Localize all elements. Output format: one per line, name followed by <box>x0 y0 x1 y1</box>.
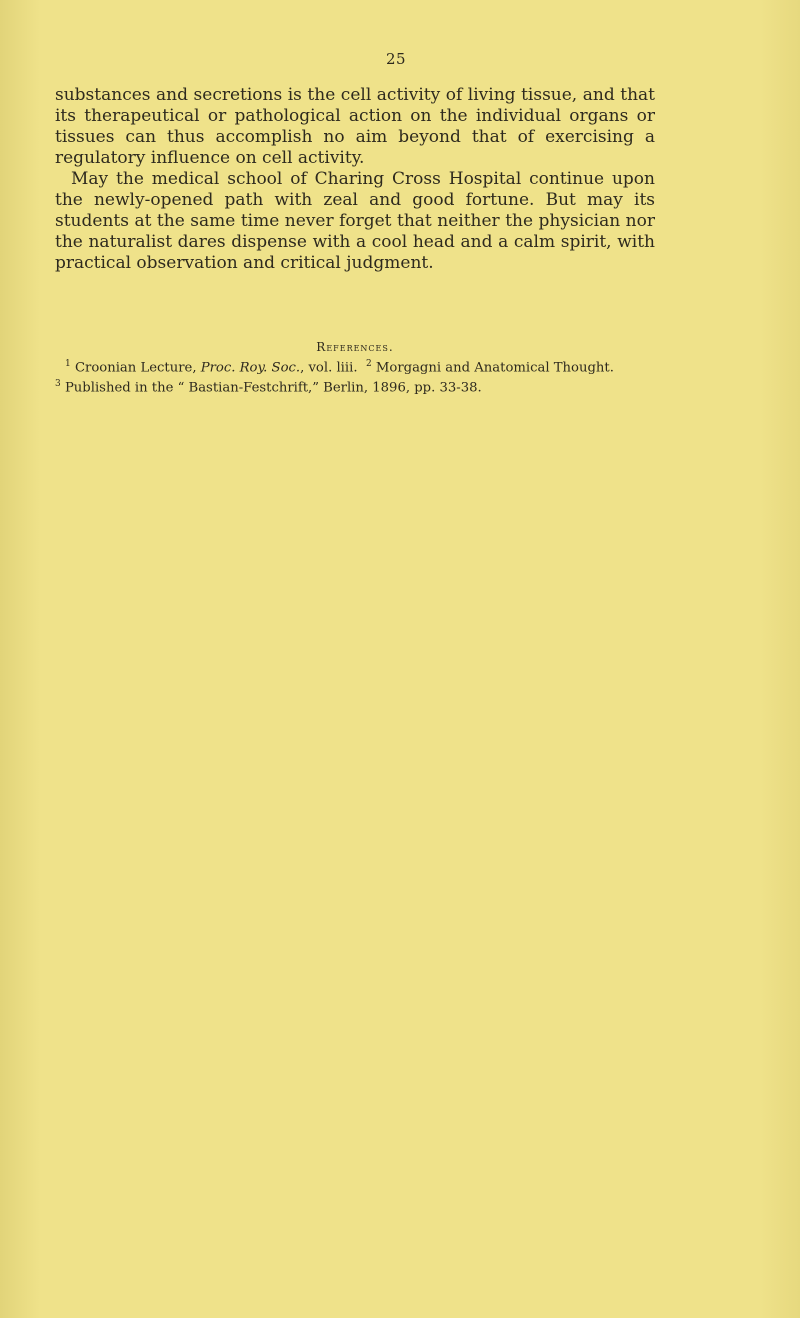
reference-1-prefix: Croonian Lecture, <box>74 360 201 376</box>
reference-3-text: Published in the “ Bastian-Festchrift,” Berlin, 1896, pp. 33-38. <box>64 380 482 396</box>
paragraph-1: substances and secretions is the cell activity of living tissue, and that its therapeutical or pathological action on the individual organs or tissues can thus accomplish no aim beyond that of exercising a regulatory influence on cell activity. <box>55 85 655 168</box>
reference-1-suffix: , vol. liii. <box>300 360 358 376</box>
paragraph-2: May the medical school of Charing Cross Hospital continue upon the newly-opened path with zeal and good fortune. But may its students at the same time never forget that neither the physician nor the naturalist dares dispense with a cool head and a calm spirit, with practical observation and critical judgment. <box>55 169 655 273</box>
references-list <box>55 356 655 397</box>
references-heading: References. <box>316 340 394 354</box>
references-section <box>55 340 655 397</box>
reference-number-2: 2 <box>365 359 372 369</box>
reference-number-3: 3 <box>55 379 61 390</box>
reference-1-journal: Proc. Roy. Soc. <box>200 360 301 376</box>
body-text <box>55 85 655 274</box>
page-number: 25 <box>386 50 407 68</box>
reference-2-text: Morgagni and Anatomical Thought. <box>375 360 614 376</box>
reference-number-1: 1 <box>65 359 71 369</box>
